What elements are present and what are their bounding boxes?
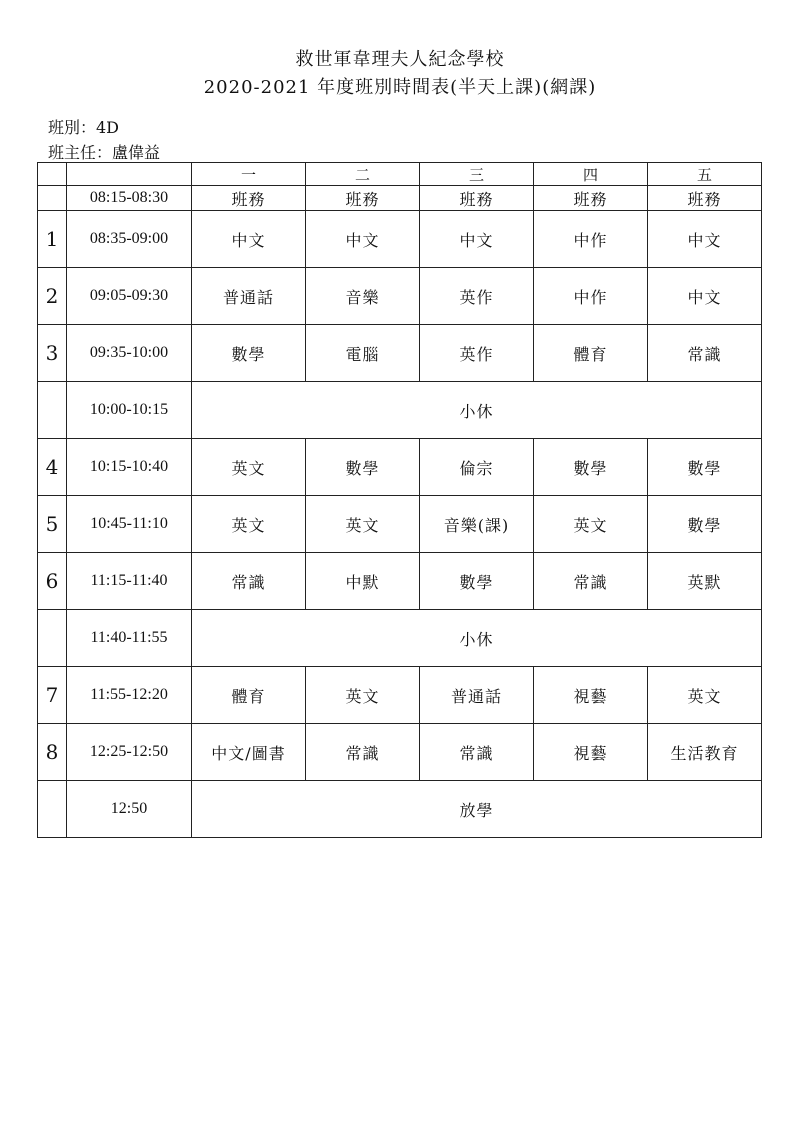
subject-cell: 視藝 (534, 724, 648, 781)
day-header: 五 (648, 163, 762, 186)
subject-cell: 數學 (648, 496, 762, 553)
period-time: 08:35-09:00 (67, 211, 192, 268)
break-row (38, 382, 762, 439)
day-header: 四 (534, 163, 648, 186)
day-header: 三 (420, 163, 534, 186)
subject-cell: 英作 (420, 325, 534, 382)
period-number: 3 (38, 325, 67, 382)
subject-cell: 常識 (648, 325, 762, 382)
subject-cell: 中文/圖書 (192, 724, 306, 781)
period-number: 6 (38, 553, 67, 610)
subject-cell: 音樂 (306, 268, 420, 325)
period-number: 2 (38, 268, 67, 325)
period-number: 1 (38, 211, 67, 268)
subject-cell: 英文 (192, 496, 306, 553)
period-row (38, 553, 762, 610)
subject-cell: 班務 (306, 186, 420, 211)
day-header-row (38, 163, 762, 186)
period-time: 12:50 (67, 781, 192, 838)
period-time: 11:40-11:55 (67, 610, 192, 667)
break-row (38, 781, 762, 838)
period-number (38, 186, 67, 211)
class-label: 班別：4D (48, 118, 120, 137)
school-name: 救世軍韋理夫人紀念學校 (295, 49, 505, 70)
subject-cell: 中作 (534, 211, 648, 268)
subject-cell: 班務 (534, 186, 648, 211)
period-row (38, 667, 762, 724)
period-row (38, 496, 762, 553)
subject-cell: 中文 (648, 268, 762, 325)
subject-cell: 英文 (192, 439, 306, 496)
subject-cell: 常識 (192, 553, 306, 610)
subject-cell: 數學 (534, 439, 648, 496)
subject-cell: 中文 (306, 211, 420, 268)
subject-cell: 英文 (534, 496, 648, 553)
subject-cell: 班務 (192, 186, 306, 211)
period-number (38, 382, 67, 439)
break-label: 小休 (192, 610, 762, 667)
subject-cell: 電腦 (306, 325, 420, 382)
subject-cell: 常識 (306, 724, 420, 781)
break-row (38, 610, 762, 667)
period-time: 09:35-10:00 (67, 325, 192, 382)
subject-cell: 體育 (192, 667, 306, 724)
subject-cell: 中文 (192, 211, 306, 268)
period-row (38, 186, 762, 211)
period-row (38, 439, 762, 496)
subject-cell: 視藝 (534, 667, 648, 724)
period-number (38, 610, 67, 667)
subject-cell: 體育 (534, 325, 648, 382)
break-label: 小休 (192, 382, 762, 439)
subject-cell: 數學 (306, 439, 420, 496)
day-header: 一 (192, 163, 306, 186)
corner-cell (67, 163, 192, 186)
period-row (38, 724, 762, 781)
timetable (37, 162, 762, 838)
subject-cell: 英默 (648, 553, 762, 610)
period-number: 4 (38, 439, 67, 496)
period-time: 10:45-11:10 (67, 496, 192, 553)
period-row (38, 268, 762, 325)
period-row (38, 211, 762, 268)
timetable-body (38, 163, 762, 838)
subject-cell: 數學 (192, 325, 306, 382)
subject-cell: 普通話 (192, 268, 306, 325)
subject-cell: 中文 (420, 211, 534, 268)
period-number: 7 (38, 667, 67, 724)
timetable-title: 2020-2021 年度班別時間表(半天上課)(網課) (203, 77, 597, 98)
break-label: 放學 (192, 781, 762, 838)
period-time: 08:15-08:30 (67, 186, 192, 211)
period-time: 10:15-10:40 (67, 439, 192, 496)
subject-cell: 中文 (648, 211, 762, 268)
subject-cell: 班務 (420, 186, 534, 211)
period-time: 12:25-12:50 (67, 724, 192, 781)
subject-cell: 音樂(課) (420, 496, 534, 553)
period-row (38, 325, 762, 382)
subject-cell: 常識 (534, 553, 648, 610)
period-time: 11:55-12:20 (67, 667, 192, 724)
day-header: 二 (306, 163, 420, 186)
class-teacher-label: 班主任：盧偉益 (48, 143, 161, 162)
period-number: 8 (38, 724, 67, 781)
subject-cell: 倫宗 (420, 439, 534, 496)
period-time: 10:00-10:15 (67, 382, 192, 439)
subject-cell: 普通話 (420, 667, 534, 724)
subject-cell: 中作 (534, 268, 648, 325)
subject-cell: 數學 (648, 439, 762, 496)
subject-cell: 班務 (648, 186, 762, 211)
subject-cell: 數學 (420, 553, 534, 610)
subject-cell: 生活教育 (648, 724, 762, 781)
subject-cell: 英文 (306, 496, 420, 553)
period-number (38, 781, 67, 838)
subject-cell: 英文 (306, 667, 420, 724)
subject-cell: 中默 (306, 553, 420, 610)
corner-cell (38, 163, 67, 186)
subject-cell: 英作 (420, 268, 534, 325)
subject-cell: 英文 (648, 667, 762, 724)
period-time: 09:05-09:30 (67, 268, 192, 325)
subject-cell: 常識 (420, 724, 534, 781)
period-time: 11:15-11:40 (67, 553, 192, 610)
period-number: 5 (38, 496, 67, 553)
